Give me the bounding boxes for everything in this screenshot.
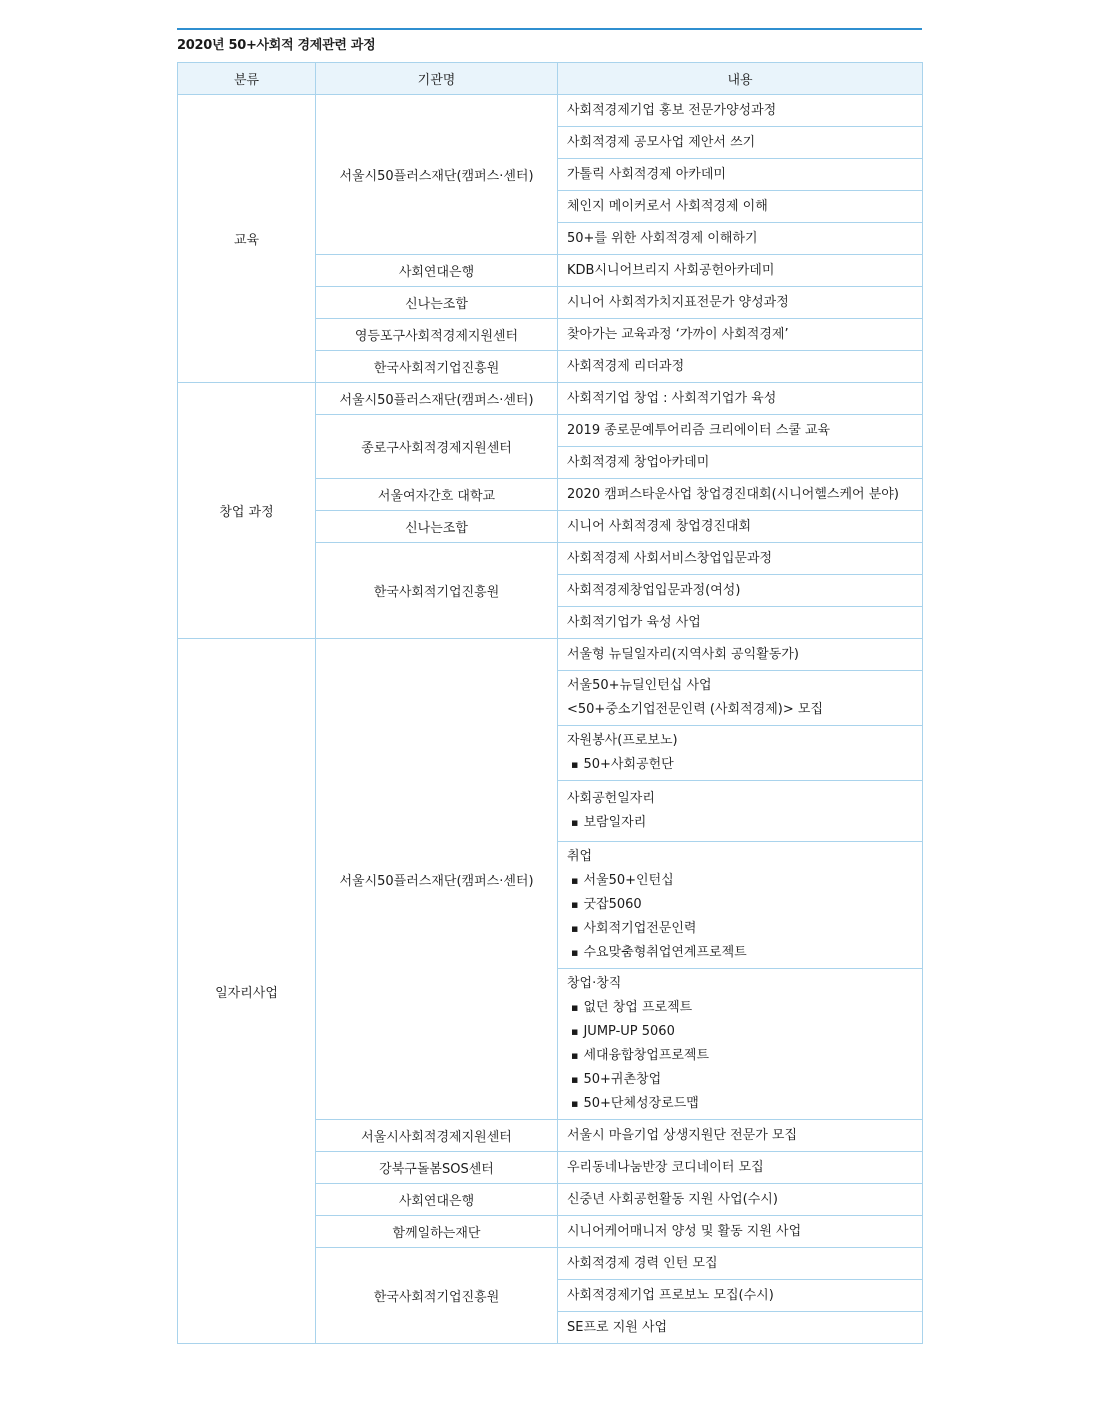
content-cell: 사회적경제기업 홍보 전문가양성과정 <box>558 95 923 127</box>
org-cell: 서울시사회적경제지원센터 <box>316 1120 558 1152</box>
table-row <box>178 383 923 415</box>
bullet-item: ▪ JUMP-UP 5060 <box>567 1020 913 1044</box>
org-cell: 서울시50플러스재단(캠퍼스·센터) <box>316 95 558 255</box>
org-cell: 사회연대은행 <box>316 255 558 287</box>
content-cell: 우리동네나눔반장 코디네이터 모집 <box>558 1152 923 1184</box>
content-cell: 가톨릭 사회적경제 아카데미 <box>558 159 923 191</box>
org-cell: 강북구돌봄SOS센터 <box>316 1152 558 1184</box>
content-cell: 사회적경제 사회서비스창업입문과정 <box>558 543 923 575</box>
bullet-item: ▪ 50+귀촌창업 <box>567 1068 913 1092</box>
bullet-item: ▪ 수요맞춤형취업연계프로젝트 <box>567 941 913 965</box>
content-cell <box>558 639 923 671</box>
content-cell: 사회적경제창업입문과정(여성) <box>558 575 923 607</box>
category-cell: 창업 과정 <box>178 383 316 639</box>
org-cell: 한국사회적기업진흥원 <box>316 1248 558 1344</box>
content-cell: 사회적기업가 육성 사업 <box>558 607 923 639</box>
table-row <box>178 95 923 127</box>
bullet-item: ▪ 굿잡5060 <box>567 893 913 917</box>
category-cell: 교육 <box>178 95 316 383</box>
content-cell: 시니어케어매니저 양성 및 활동 지원 사업 <box>558 1216 923 1248</box>
item-heading: 서울50+뉴딜인턴십 사업 <box>567 678 712 693</box>
item-heading: 창업·창직 <box>567 976 622 991</box>
content-cell <box>558 781 923 842</box>
header-content: 내용 <box>558 63 923 95</box>
page-title: 2020년 50+사회적 경제관련 과정 <box>177 38 376 53</box>
content-cell: 2020 캠퍼스타운사업 창업경진대회(시니어헬스케어 분야) <box>558 479 923 511</box>
document <box>177 28 922 1344</box>
content-cell: 시니어 사회적경제 창업경진대회 <box>558 511 923 543</box>
org-cell: 서울여자간호 대학교 <box>316 479 558 511</box>
content-cell: 사회적경제 창업아카데미 <box>558 447 923 479</box>
header-row <box>178 63 923 95</box>
header-category: 분류 <box>178 63 316 95</box>
content-cell: 2019 종로문예투어리즘 크리에이터 스쿨 교육 <box>558 415 923 447</box>
content-cell: 찾아가는 교육과정 ‘가까이 사회적경제’ <box>558 319 923 351</box>
org-cell: 한국사회적기업진흥원 <box>316 351 558 383</box>
content-cell: 사회적기업 창업 : 사회적기업가 육성 <box>558 383 923 415</box>
bullet-item: ▪ 없던 창업 프로젝트 <box>567 996 913 1020</box>
bullet-item: ▪ 50+사회공헌단 <box>567 753 913 777</box>
content-cell <box>558 842 923 969</box>
org-cell: 종로구사회적경제지원센터 <box>316 415 558 479</box>
org-cell: 사회연대은행 <box>316 1184 558 1216</box>
item-heading: 서울형 뉴딜일자리(지역사회 공익활동가) <box>567 646 799 662</box>
content-cell: 사회적경제 리더과정 <box>558 351 923 383</box>
bullet-item: ▪ 50+단체성장로드맵 <box>567 1092 913 1116</box>
content-cell: 시니어 사회적가치지표전문가 양성과정 <box>558 287 923 319</box>
item-heading: 사회공헌일자리 <box>567 791 655 806</box>
content-cell <box>558 726 923 781</box>
bullet-item: ▪ 보람일자리 <box>567 811 913 835</box>
org-cell: 함께일하는재단 <box>316 1216 558 1248</box>
table-row <box>178 639 923 671</box>
content-cell: 50+를 위한 사회적경제 이해하기 <box>558 223 923 255</box>
content-cell: KDB시니어브리지 사회공헌아카데미 <box>558 255 923 287</box>
item-line: <50+중소기업전문인력 (사회적경제)> 모집 <box>567 702 823 717</box>
org-cell: 영등포구사회적경제지원센터 <box>316 319 558 351</box>
course-table <box>177 62 923 1344</box>
content-cell: 사회적경제기업 프로보노 모집(수시) <box>558 1280 923 1312</box>
content-cell: 사회적경제 경력 인턴 모집 <box>558 1248 923 1280</box>
org-cell: 서울시50플러스재단(캠퍼스·센터) <box>316 383 558 415</box>
bullet-item: ▪ 서울50+인턴십 <box>567 869 913 893</box>
header-org: 기관명 <box>316 63 558 95</box>
category-cell: 일자리사업 <box>178 639 316 1344</box>
item-heading: 취업 <box>567 849 593 864</box>
org-cell: 신나는조합 <box>316 511 558 543</box>
org-cell: 신나는조합 <box>316 287 558 319</box>
org-cell: 한국사회적기업진흥원 <box>316 543 558 639</box>
org-cell: 서울시50플러스재단(캠퍼스·센터) <box>316 639 558 1120</box>
content-cell: 체인지 메이커로서 사회적경제 이해 <box>558 191 923 223</box>
content-cell: 서울시 마을기업 상생지원단 전문가 모집 <box>558 1120 923 1152</box>
bullet-item: ▪ 사회적기업전문인력 <box>567 917 913 941</box>
content-cell: 신중년 사회공헌활동 지원 사업(수시) <box>558 1184 923 1216</box>
item-heading: 자원봉사(프로보노) <box>567 733 678 748</box>
bullet-item: ▪ 세대융합창업프로젝트 <box>567 1044 913 1068</box>
content-cell <box>558 969 923 1120</box>
content-cell: 사회적경제 공모사업 제안서 쓰기 <box>558 127 923 159</box>
content-cell <box>558 671 923 726</box>
content-cell: SE프로 지원 사업 <box>558 1312 923 1344</box>
